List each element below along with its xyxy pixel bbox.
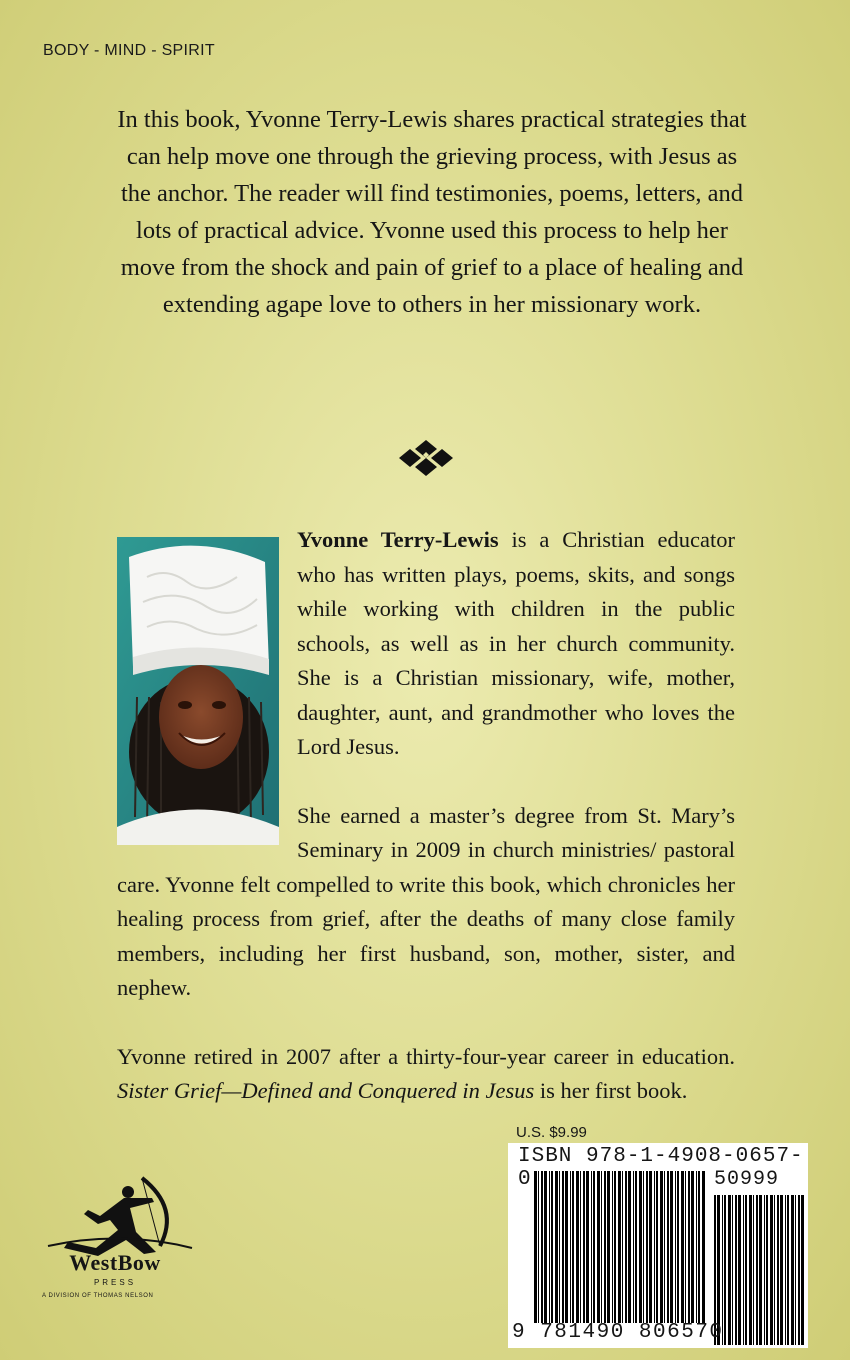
bio-paragraph-3-start: Yvonne retired in 2007 after a thirty-four-year career in education.	[117, 1043, 735, 1069]
publisher-name: WestBow	[69, 1250, 161, 1275]
isbn-number: ISBN 978-1-4908-0657-0	[518, 1145, 804, 1191]
category-label: BODY - MIND - SPIRIT	[43, 42, 215, 59]
book-blurb: In this book, Yvonne Terry-Lewis shares practical strategies that can help move one through the grieving process, with Jesus as the anchor. The reader will find testimonies, poems, letters, and lots of practical advice. Yvonne used this process to help her move from the shock and pain of grief to a place of healing and extending agape love to others in her missionary work.	[117, 106, 747, 318]
bio-paragraph-3	[117, 1040, 735, 1109]
author-name: Yvonne Terry-Lewis	[297, 527, 499, 552]
publisher-division: A DIVISION OF THOMAS NELSON	[42, 1293, 154, 1299]
publisher-press-label: PRESS	[93, 1278, 137, 1287]
book-title: Sister Grief—Defined and Conquered in Jesus	[117, 1078, 535, 1103]
bio-paragraph-1-text: is a Christian educator who has written plays, poems, skits, and songs while working with children in the public schools, as well as in her church community. She is a Christian missionary, wife, mother, daughter, aunt, and grandmother who loves the Lord Jesus.	[297, 527, 735, 759]
barcode-bars	[508, 1143, 808, 1348]
price-label: U.S. $9.99	[516, 1124, 587, 1141]
isbn-barcode	[508, 1143, 808, 1348]
author-bio	[117, 523, 735, 1109]
price-addon-number: 50999	[714, 1168, 780, 1191]
barcode-digits: 9 781490 806570	[512, 1321, 724, 1344]
bio-paragraph-3-end: is her first book.	[534, 1078, 688, 1103]
diamond-ornament-icon	[396, 440, 456, 476]
bio-paragraph-2: She earned a master’s degree from St. Mary’s Seminary in 2009 in church ministries/ pastoral care. Yvonne felt compelled to write this book, which chronicles her healing process from grief, after the deaths of many close family members, including her first husband, son, mother, sister, and nephew.	[117, 802, 735, 1000]
